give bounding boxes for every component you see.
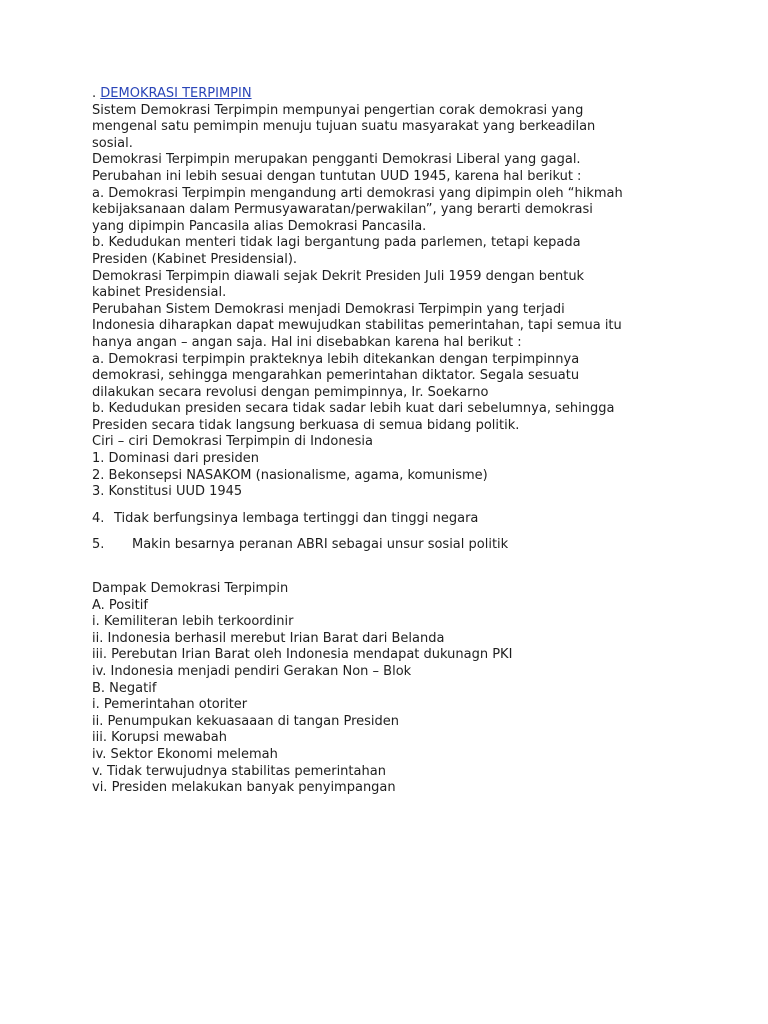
list-item: i. Pemerintahan otoriter xyxy=(92,697,248,713)
text-line: demokrasi, sehingga mengarahkan pemerintahan diktator. Segala sesuatu xyxy=(92,368,580,384)
list-item: i. Kemiliteran lebih terkoordinir xyxy=(92,614,294,630)
list-item: iii. Korupsi mewabah xyxy=(92,730,228,746)
ciri-item: 1. Dominasi dari presiden xyxy=(92,451,259,467)
ciri-item: 2. Bekonsepsi NASAKOM (nasionalisme, agama, komunisme) xyxy=(92,467,488,483)
list-number: 4. xyxy=(92,510,105,526)
text-line: Presiden secara tidak langsung berkuasa di semua bidang politik. xyxy=(92,417,520,433)
list-item: v. Tidak terwujudnya stabilitas pemerintahan xyxy=(92,763,386,779)
dampak-heading: Dampak Demokrasi Terpimpin xyxy=(92,581,289,597)
list-item: ii. Penumpukan kekuasaaan di tangan Presiden xyxy=(92,713,400,729)
ciri-heading: Ciri – ciri Demokrasi Terpimpin di Indonesia xyxy=(92,434,373,450)
list-number: 5. xyxy=(92,537,105,553)
positif-heading: A. Positif xyxy=(92,597,148,613)
ciri-item: 3. Konstitusi UUD 1945 xyxy=(92,484,243,500)
text-line: b. Kedudukan presiden secara tidak sadar lebih kuat dari sebelumnya, sehingga xyxy=(92,401,615,417)
text-line: Demokrasi Terpimpin merupakan pengganti Demokrasi Liberal yang gagal. xyxy=(92,152,581,168)
text-line: sosial. xyxy=(92,135,133,151)
dampak-section xyxy=(92,581,732,797)
document-title xyxy=(92,86,732,103)
list-item: iv. Indonesia menjadi pendiri Gerakan Non – Blok xyxy=(92,664,412,679)
text-line: b. Kedudukan menteri tidak lagi bergantung pada parlemen, tetapi kepada xyxy=(92,235,581,251)
text-line: kebijaksanaan dalam Permusyawaratan/perwakilan”, yang berarti demokrasi xyxy=(92,202,593,218)
text-line: hanya angan – angan saja. Hal ini disebabkan karena hal berikut : xyxy=(92,334,522,350)
list-item: ii. Indonesia berhasil merebut Irian Barat dari Belanda xyxy=(92,630,445,646)
text-line: mengenal satu pemimpin menuju tujuan suatu masyarakat yang berkeadilan xyxy=(92,119,596,135)
text-line: kabinet Presidensial. xyxy=(92,285,227,301)
text-line: Presiden (Kabinet Presidensial). xyxy=(92,251,298,267)
list-item: vi. Presiden melakukan banyak penyimpangan xyxy=(92,780,396,796)
list-item: iii. Perebutan Irian Barat oleh Indonesia mendapat dukunagn PKI xyxy=(92,647,513,663)
title-link[interactable]: DEMOKRASI TERPIMPIN xyxy=(100,86,252,101)
intro-section xyxy=(92,103,732,501)
text-line: Demokrasi Terpimpin diawali sejak Dekrit Presiden Juli 1959 dengan bentuk xyxy=(92,268,585,284)
ciri-item-4 xyxy=(92,511,732,528)
text-line: dilakukan secara revolusi dengan pemimpinnya, Ir. Soekarno xyxy=(92,384,489,400)
text-line: a. Demokrasi terpimpin prakteknya lebih ditekankan dengan terpimpinnya xyxy=(92,351,580,367)
ciri-item-5 xyxy=(92,537,732,554)
document-page xyxy=(92,86,732,797)
text-line: Sistem Demokrasi Terpimpin mempunyai pengertian corak demokrasi yang xyxy=(92,102,584,118)
text-line: a. Demokrasi Terpimpin mengandung arti demokrasi yang dipimpin oleh “hikmah xyxy=(92,185,623,201)
text-line: yang dipimpin Pancasila alias Demokrasi Pancasila. xyxy=(92,218,427,234)
text-line: Indonesia diharapkan dapat mewujudkan stabilitas pemerintahan, tapi semua itu xyxy=(92,318,622,334)
title-prefix: . xyxy=(92,86,101,101)
list-text: Tidak berfungsinya lembaga tertinggi dan tinggi negara xyxy=(114,510,479,526)
list-item: iv. Sektor Ekonomi melemah xyxy=(92,746,278,762)
list-text: Makin besarnya peranan ABRI sebagai unsur sosial politik xyxy=(132,537,509,553)
text-line: Perubahan ini lebih sesuai dengan tuntutan UUD 1945, karena hal berikut : xyxy=(92,168,582,184)
negatif-heading: B. Negatif xyxy=(92,680,157,696)
text-line: Perubahan Sistem Demokrasi menjadi Demokrasi Terpimpin yang terjadi xyxy=(92,301,565,317)
